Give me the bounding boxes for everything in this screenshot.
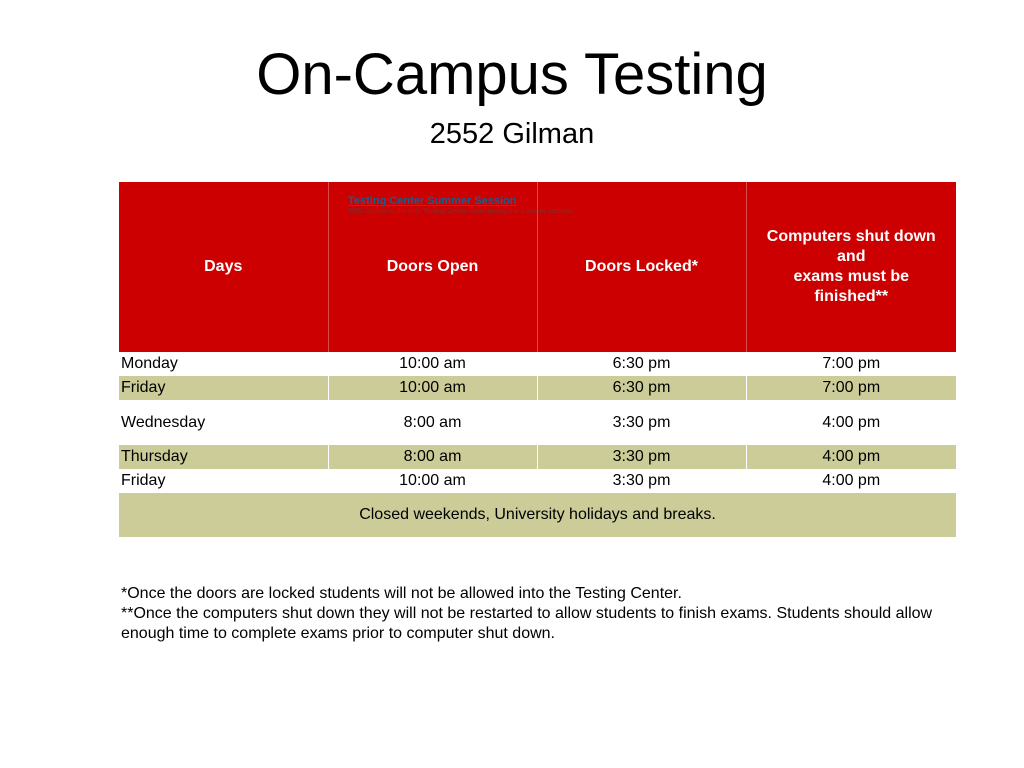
cell-day: Wednesday	[119, 400, 328, 445]
cell-open: 10:00 am	[328, 376, 537, 400]
cell-locked: 6:30 pm	[537, 376, 746, 400]
summer-session-overlay	[348, 195, 658, 216]
cell-day: Friday	[119, 469, 328, 493]
table-row	[119, 445, 956, 469]
header-shutdown-line: exams must be	[793, 268, 910, 285]
cell-locked: 3:30 pm	[537, 469, 746, 493]
header-computers-shutdown	[746, 182, 956, 352]
cell-locked: 6:30 pm	[537, 352, 746, 376]
footnote-doors-locked: *Once the doors are locked students will not be allowed into the Testing Center.	[121, 585, 682, 602]
footnote-computers-shutdown: **Once the computers shut down they will not be restarted to allow students to finish exams. Students should allow enough time to complete exams prior to computer shut down.	[121, 605, 933, 642]
cell-day: Monday	[119, 352, 328, 376]
closed-note-row	[119, 493, 956, 537]
summer-session-note: 2552 Gilman is the only Testing Center open during the summer session	[348, 208, 572, 215]
table-row	[119, 469, 956, 493]
cell-locked: 3:30 pm	[537, 445, 746, 469]
cell-open: 8:00 am	[328, 445, 537, 469]
slide-title: On-Campus Testing	[256, 42, 768, 107]
header-shutdown-line: and	[837, 248, 866, 265]
closed-note: Closed weekends, University holidays and breaks.	[119, 493, 956, 537]
cell-day: Thursday	[119, 445, 328, 469]
cell-open: 10:00 am	[328, 469, 537, 493]
header-shutdown-line: Computers shut down	[766, 228, 936, 245]
cell-shutdown: 4:00 pm	[746, 445, 956, 469]
footnotes	[121, 584, 961, 644]
table-row	[119, 352, 956, 376]
cell-shutdown: 4:00 pm	[746, 400, 956, 445]
slide-subtitle: 2552 Gilman	[429, 118, 595, 150]
cell-shutdown: 4:00 pm	[746, 469, 956, 493]
header-doors-locked: Doors Locked*	[537, 182, 746, 352]
schedule-table	[119, 182, 956, 537]
header-shutdown-line: finished**	[814, 288, 889, 305]
header-doors-open: Doors Open	[328, 182, 537, 352]
cell-open: 10:00 am	[328, 352, 537, 376]
header-days: Days	[119, 182, 328, 352]
table-row	[119, 400, 956, 445]
cell-open: 8:00 am	[328, 400, 537, 445]
cell-day: Friday	[119, 376, 328, 400]
table-row	[119, 376, 956, 400]
cell-shutdown: 7:00 pm	[746, 376, 956, 400]
cell-shutdown: 7:00 pm	[746, 352, 956, 376]
summer-session-link[interactable]: Testing Center Summer Session	[348, 195, 517, 207]
cell-locked: 3:30 pm	[537, 400, 746, 445]
